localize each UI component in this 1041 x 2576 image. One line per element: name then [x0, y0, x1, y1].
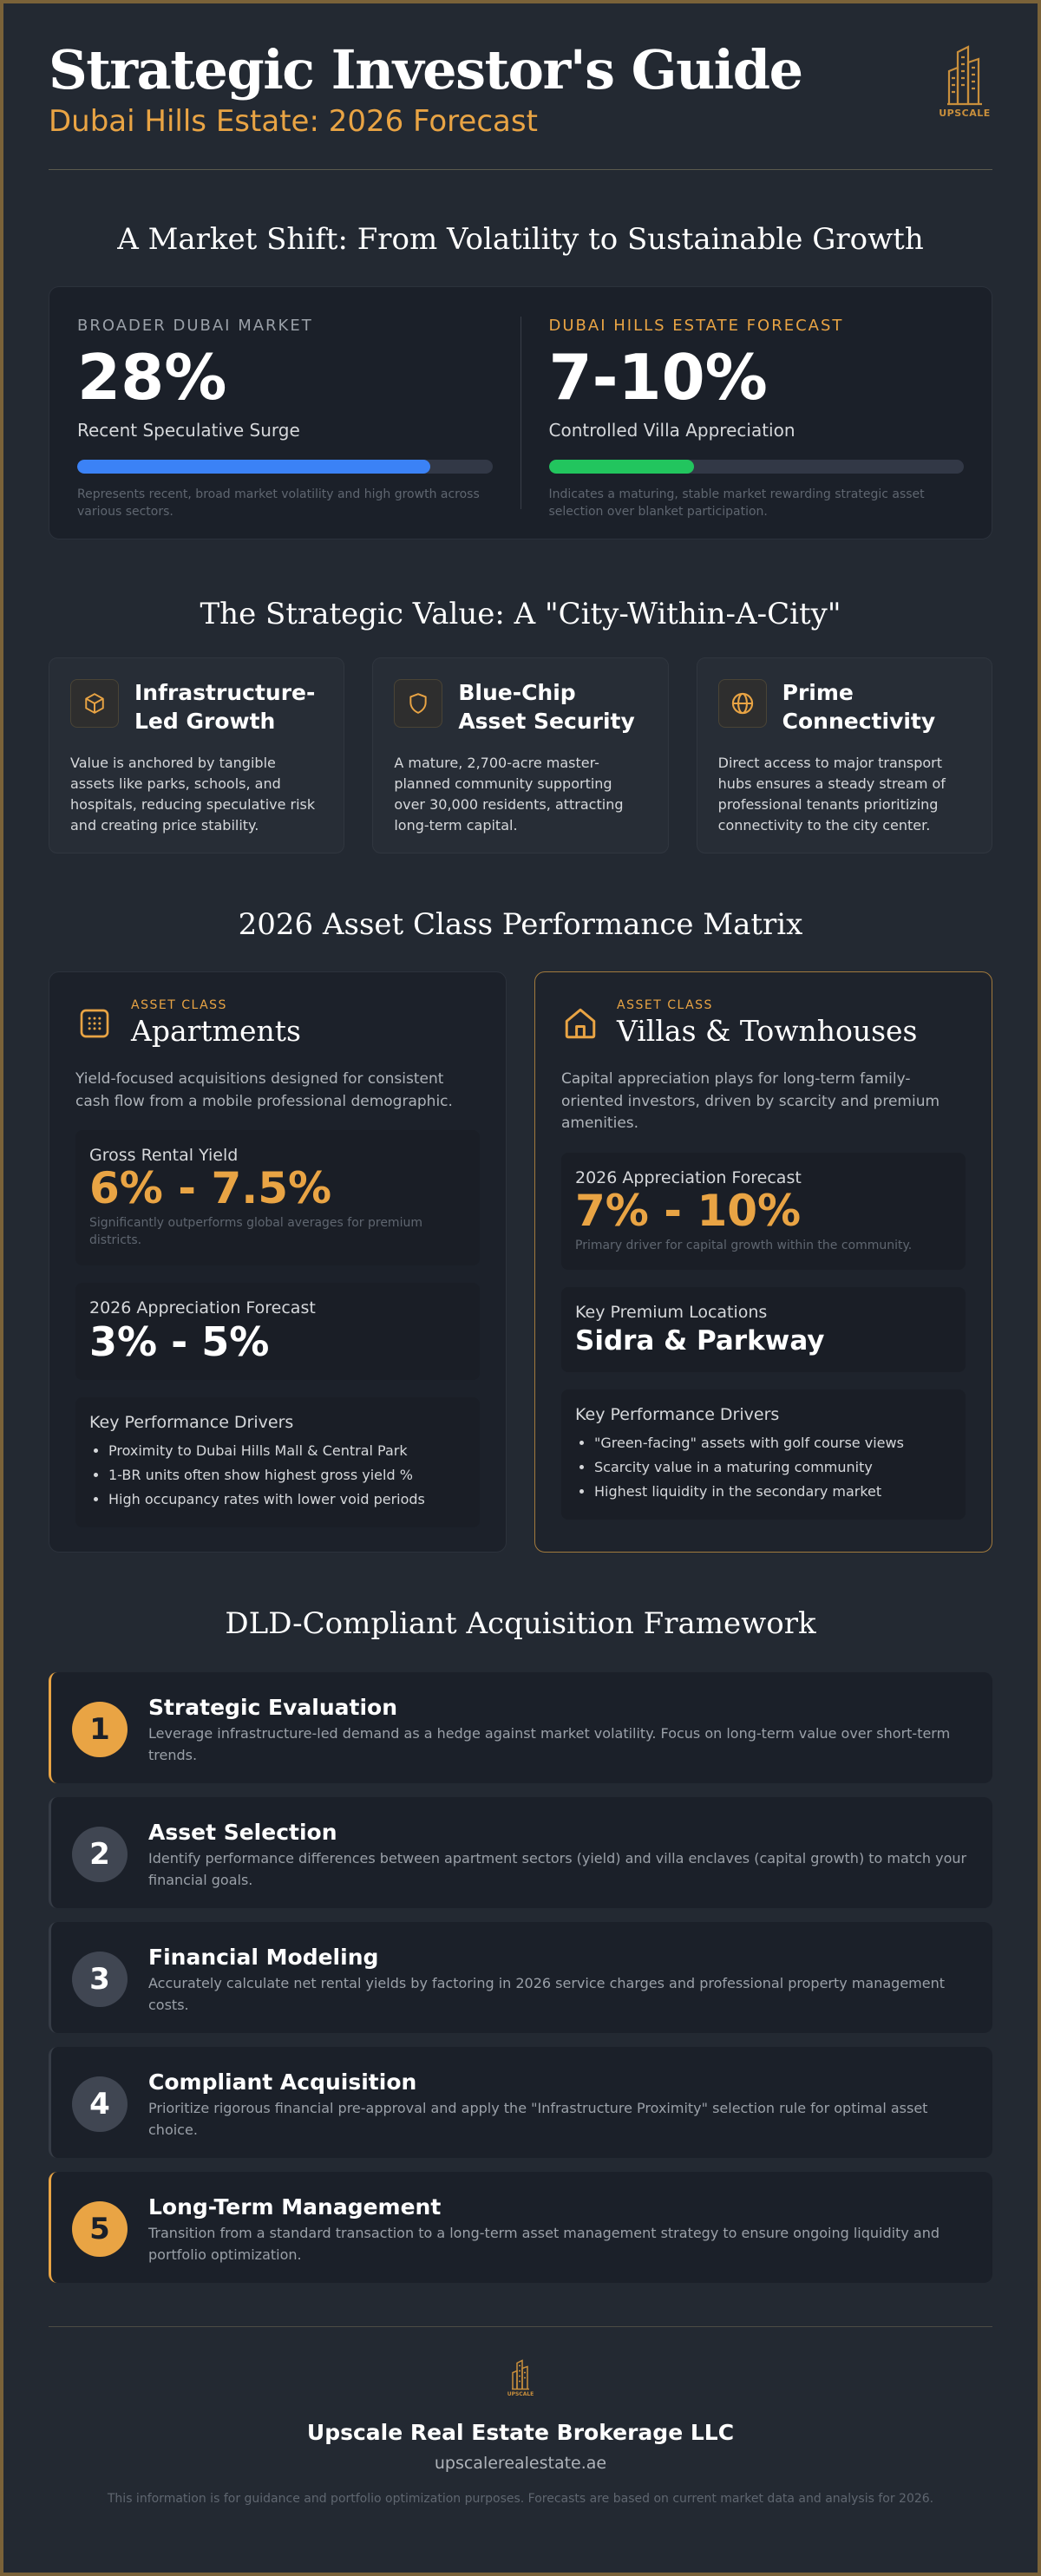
broader-market-bar-fill [77, 460, 430, 474]
step-title: Asset Selection [148, 1820, 337, 1845]
locations-label: Key Premium Locations [575, 1302, 768, 1322]
page-subtitle: Dubai Hills Estate: 2026 Forecast [49, 104, 538, 139]
apartments-drivers-box [75, 1397, 480, 1527]
villas-title: Villas & Townhouses [617, 1014, 918, 1048]
framework-steps [49, 1672, 992, 2283]
apartments-description: Yield-focused acquisitions designed for consistent cash flow from a mobile professional demographic. [75, 1070, 453, 1110]
globe-icon [718, 679, 767, 728]
dubai-hills-value: 7-10% [548, 341, 768, 414]
step-text: Leverage infrastructure-led demand as a hedge against market volatility. Focus on long-term value over short-term trends. [148, 1725, 951, 1763]
drivers-list [575, 1431, 952, 1504]
value-card-title: Infrastructure-Led Growth [134, 680, 316, 734]
website-link[interactable]: upscalerealestate.ae [434, 2454, 607, 2473]
page-title: Strategic Investor's Guide [49, 38, 802, 101]
cube-icon [70, 679, 119, 728]
apartments-yield-box [75, 1130, 480, 1265]
step-text: Accurately calculate net rental yields by factoring in 2026 service charges and professional property management costs. [148, 1975, 946, 2013]
building-logo-icon [511, 2358, 530, 2391]
framework-step-3 [49, 1922, 992, 2033]
apartments-kicker: ASSET CLASS [131, 998, 227, 1012]
value-card-text: Direct access to major transport hubs ensures a steady stream of professional tenants prioritizing connectivity to the city center. [717, 755, 946, 834]
house-icon [561, 1004, 599, 1043]
step-text: Prioritize rigorous financial pre-approval and apply the "Infrastructure Proximity" selection rule for optimal asset choice. [148, 2100, 928, 2138]
drivers-list [89, 1439, 466, 1512]
step-title: Compliant Acquisition [148, 2069, 417, 2095]
logo-text: UPSCALE [939, 108, 991, 119]
value-card-title: Blue-Chip Asset Security [458, 680, 635, 734]
broader-market-bar-track [77, 460, 493, 474]
market-shift-title: A Market Shift: From Volatility to Sustainable Growth [117, 222, 924, 257]
step-text: Identify performance differences between apartment sectors (yield) and villa enclaves (capital growth) to match your financial goals. [148, 1850, 967, 1888]
step-text: Transition from a standard transaction to a long-term asset management strategy to ensure ongoing liquidity and portfolio optimization. [148, 2225, 940, 2263]
footer-logo-text: UPSCALE [507, 2391, 534, 2397]
strategic-value-title: The Strategic Value: A "City-Within-A-City" [200, 597, 841, 631]
broader-market-value: 28% [77, 341, 227, 414]
driver-item: • High occupancy rates with lower void periods [108, 1487, 466, 1512]
yield-value: 6% - 7.5% [89, 1163, 332, 1213]
broader-market-column [77, 317, 521, 519]
value-card-title: Prime Connectivity [782, 680, 936, 734]
appreciation-value: 7% - 10% [575, 1185, 802, 1236]
driver-item: • "Green-facing" assets with golf course views [594, 1431, 952, 1455]
footer [49, 2326, 992, 2506]
framework-step-1 [49, 1672, 992, 1783]
drivers-title: Key Performance Drivers [575, 1404, 780, 1424]
yield-note: Significantly outperforms global averages for premium districts. [89, 1216, 422, 1248]
building-logo-icon [946, 45, 984, 106]
value-card-text: Value is anchored by tangible assets like parks, schools, and hospitals, reducing speculative risk and creating price stability. [70, 755, 316, 834]
broader-market-note: Represents recent, broad market volatility and high growth across various sectors. [77, 487, 480, 519]
dubai-hills-column [521, 317, 965, 519]
broader-market-label: Recent Speculative Surge [77, 419, 300, 441]
dubai-hills-kicker: DUBAI HILLS ESTATE FORECAST [548, 317, 844, 335]
broader-market-kicker: BROADER DUBAI MARKET [77, 317, 313, 335]
driver-item: • Proximity to Dubai Hills Mall & Central Park [108, 1439, 466, 1463]
appreciation-label: 2026 Appreciation Forecast [89, 1298, 316, 1317]
step-number: 2 [72, 1827, 128, 1882]
strategic-value-cards [49, 657, 992, 853]
building-grid-icon [75, 1004, 114, 1043]
dubai-hills-bar-fill [549, 460, 694, 474]
footer-logo [49, 2358, 992, 2397]
value-card-infrastructure [49, 657, 344, 853]
shield-icon [394, 679, 442, 728]
apartments-appreciation-box [75, 1283, 480, 1381]
value-card-text: A mature, 2,700-acre master-planned community supporting over 30,000 residents, attracting long-term capital. [394, 755, 624, 834]
yield-label: Gross Rental Yield [89, 1146, 239, 1165]
apartments-card [49, 971, 507, 1553]
appreciation-value: 3% - 5% [89, 1317, 270, 1365]
driver-item: • Scarcity value in a maturing community [594, 1455, 952, 1480]
villas-appreciation-box [561, 1153, 966, 1270]
dubai-hills-bar-track [549, 460, 965, 474]
villas-locations-box [561, 1287, 966, 1372]
header [49, 3, 992, 170]
step-number: 5 [72, 2201, 128, 2257]
disclaimer: This information is for guidance and portfolio optimization purposes. Forecasts are based on current market data and analysis for 2026. [107, 2492, 934, 2506]
appreciation-note: Primary driver for capital growth within the community. [575, 1238, 913, 1252]
villas-description: Capital appreciation plays for long-term family-oriented investors, driven by scarcity and premium amenities. [561, 1070, 940, 1132]
market-shift-card [49, 286, 992, 539]
value-card-security [372, 657, 668, 853]
upscale-logo [937, 45, 992, 128]
driver-item: • Highest liquidity in the secondary market [594, 1480, 952, 1504]
apartments-title: Apartments [131, 1014, 301, 1048]
step-title: Financial Modeling [148, 1945, 379, 1970]
framework-title: DLD-Compliant Acquisition Framework [225, 1606, 816, 1641]
dubai-hills-label: Controlled Villa Appreciation [548, 419, 795, 441]
framework-step-2 [49, 1797, 992, 1908]
framework-step-4 [49, 2047, 992, 2158]
step-number: 3 [72, 1952, 128, 2007]
step-number: 1 [72, 1702, 128, 1757]
locations-value: Sidra & Parkway [575, 1324, 825, 1357]
framework-step-5 [49, 2172, 992, 2283]
matrix-title: 2026 Asset Class Performance Matrix [238, 907, 803, 942]
drivers-title: Key Performance Drivers [89, 1413, 294, 1433]
driver-item: • 1-BR units often show highest gross yield % [108, 1463, 466, 1487]
step-title: Strategic Evaluation [148, 1695, 398, 1720]
villas-kicker: ASSET CLASS [617, 998, 713, 1012]
step-title: Long-Term Management [148, 2194, 442, 2220]
appreciation-label: 2026 Appreciation Forecast [575, 1167, 802, 1187]
value-card-connectivity [697, 657, 992, 853]
villas-drivers-box [561, 1389, 966, 1520]
villas-card [534, 971, 992, 1553]
step-number: 4 [72, 2076, 128, 2132]
asset-class-matrix [49, 971, 992, 1553]
dubai-hills-note: Indicates a maturing, stable market rewarding strategic asset selection over blanket participation. [548, 487, 925, 519]
company-name: Upscale Real Estate Brokerage LLC [306, 2420, 735, 2445]
